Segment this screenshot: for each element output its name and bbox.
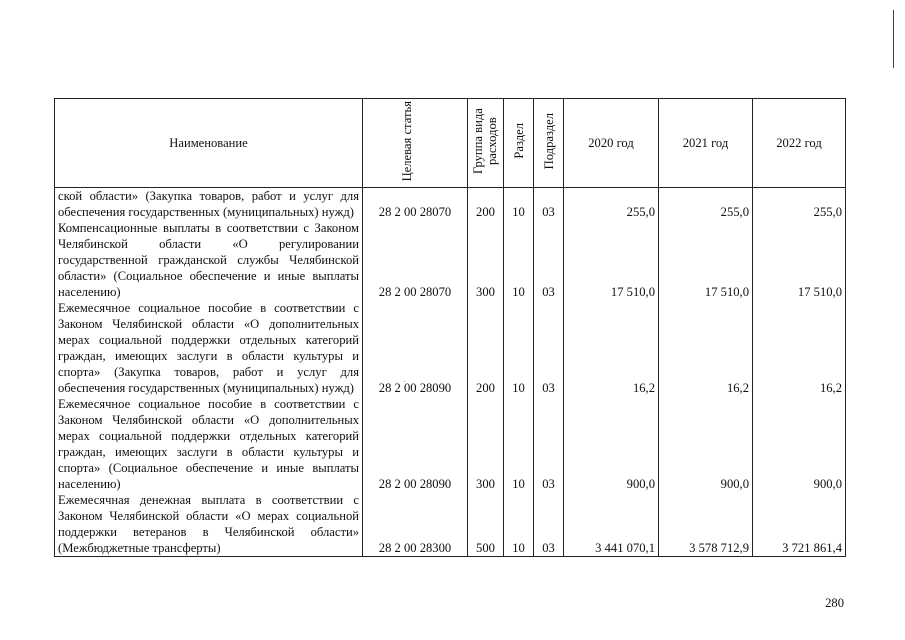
header-code-label: Целевая статья xyxy=(400,100,414,182)
row-code: 28 2 00 28070 xyxy=(363,220,468,300)
table-body xyxy=(55,188,846,557)
row-2021: 3 578 712,9 xyxy=(659,492,753,557)
scan-edge-line xyxy=(893,10,894,68)
budget-table xyxy=(54,98,846,557)
row-section: 10 xyxy=(504,492,534,557)
header-name-label: Наименование xyxy=(169,136,248,150)
row-2020: 255,0 xyxy=(564,188,659,221)
row-section: 10 xyxy=(504,188,534,221)
header-2021-label: 2021 год xyxy=(682,136,729,150)
header-subsection-label: Подраздел xyxy=(541,112,556,170)
header-2020 xyxy=(564,99,659,188)
row-2022: 16,2 xyxy=(753,300,846,396)
header-group xyxy=(468,99,504,188)
table-row xyxy=(55,492,846,557)
row-code: 28 2 00 28070 xyxy=(363,188,468,221)
header-group-label: Группа вида расходов xyxy=(470,108,499,174)
header-section-label: Раздел xyxy=(511,123,526,159)
row-subsection: 03 xyxy=(534,188,564,221)
row-section: 10 xyxy=(504,300,534,396)
page-number: 280 xyxy=(825,596,844,610)
row-2020: 17 510,0 xyxy=(564,220,659,300)
row-2020: 3 441 070,1 xyxy=(564,492,659,557)
row-group: 300 xyxy=(468,220,504,300)
table-row xyxy=(55,396,846,492)
row-2022: 17 510,0 xyxy=(753,220,846,300)
header-2022 xyxy=(753,99,846,188)
row-code: 28 2 00 28300 xyxy=(363,492,468,557)
row-group: 300 xyxy=(468,396,504,492)
row-group: 200 xyxy=(468,300,504,396)
header-code xyxy=(363,99,468,188)
row-name: Ежемесячное социальное пособие в соответствии с Законом Челябинской области «О дополнительных мерах социальной поддержки отдельных категорий граждан, имеющих заслуги в области культуры и спорта» (Закупка товаров, работ и услуг для обеспечения государственных (муниципальных) нужд) xyxy=(55,300,363,396)
header-section xyxy=(504,99,534,188)
header-subsection xyxy=(534,99,564,188)
row-name: Ежемесячное социальное пособие в соответствии с Законом Челябинской области «О дополнительных мерах социальной поддержки отдельных категорий граждан, имеющих заслуги в области культуры и спорта» (Социальное обеспечение и иные выплаты населению) xyxy=(55,396,363,492)
header-2021 xyxy=(659,99,753,188)
row-2020: 16,2 xyxy=(564,300,659,396)
row-2022: 3 721 861,4 xyxy=(753,492,846,557)
row-section: 10 xyxy=(504,220,534,300)
header-name xyxy=(55,99,363,188)
row-subsection: 03 xyxy=(534,300,564,396)
row-name: Ежемесячная денежная выплата в соответствии с Законом Челябинской области «О мерах социальной поддержки ветеранов в Челябинской области» (Межбюджетные трансферты) xyxy=(55,492,363,557)
row-2021: 16,2 xyxy=(659,300,753,396)
table-row xyxy=(55,188,846,221)
table-header xyxy=(55,99,846,188)
table-row xyxy=(55,300,846,396)
table-row xyxy=(55,220,846,300)
row-2022: 900,0 xyxy=(753,396,846,492)
row-subsection: 03 xyxy=(534,396,564,492)
row-subsection: 03 xyxy=(534,492,564,557)
row-section: 10 xyxy=(504,396,534,492)
row-2022: 255,0 xyxy=(753,188,846,221)
row-subsection: 03 xyxy=(534,220,564,300)
row-group: 200 xyxy=(468,188,504,221)
row-group: 500 xyxy=(468,492,504,557)
row-2021: 255,0 xyxy=(659,188,753,221)
row-2020: 900,0 xyxy=(564,396,659,492)
row-2021: 900,0 xyxy=(659,396,753,492)
header-row xyxy=(55,99,846,188)
header-2022-label: 2022 год xyxy=(776,136,822,150)
row-name: Компенсационные выплаты в соответствии с Законом Челябинской области «О регулировании государственной гражданской службы Челябинской области» (Социальное обеспечение и иные выплаты населению) xyxy=(55,220,363,300)
row-code: 28 2 00 28090 xyxy=(363,396,468,492)
row-code: 28 2 00 28090 xyxy=(363,300,468,396)
row-name: ской области» (Закупка товаров, работ и услуг для обеспечения государственных (муниципальных) нужд) xyxy=(55,188,363,221)
row-2021: 17 510,0 xyxy=(659,220,753,300)
header-2020-label: 2020 год xyxy=(588,136,634,150)
